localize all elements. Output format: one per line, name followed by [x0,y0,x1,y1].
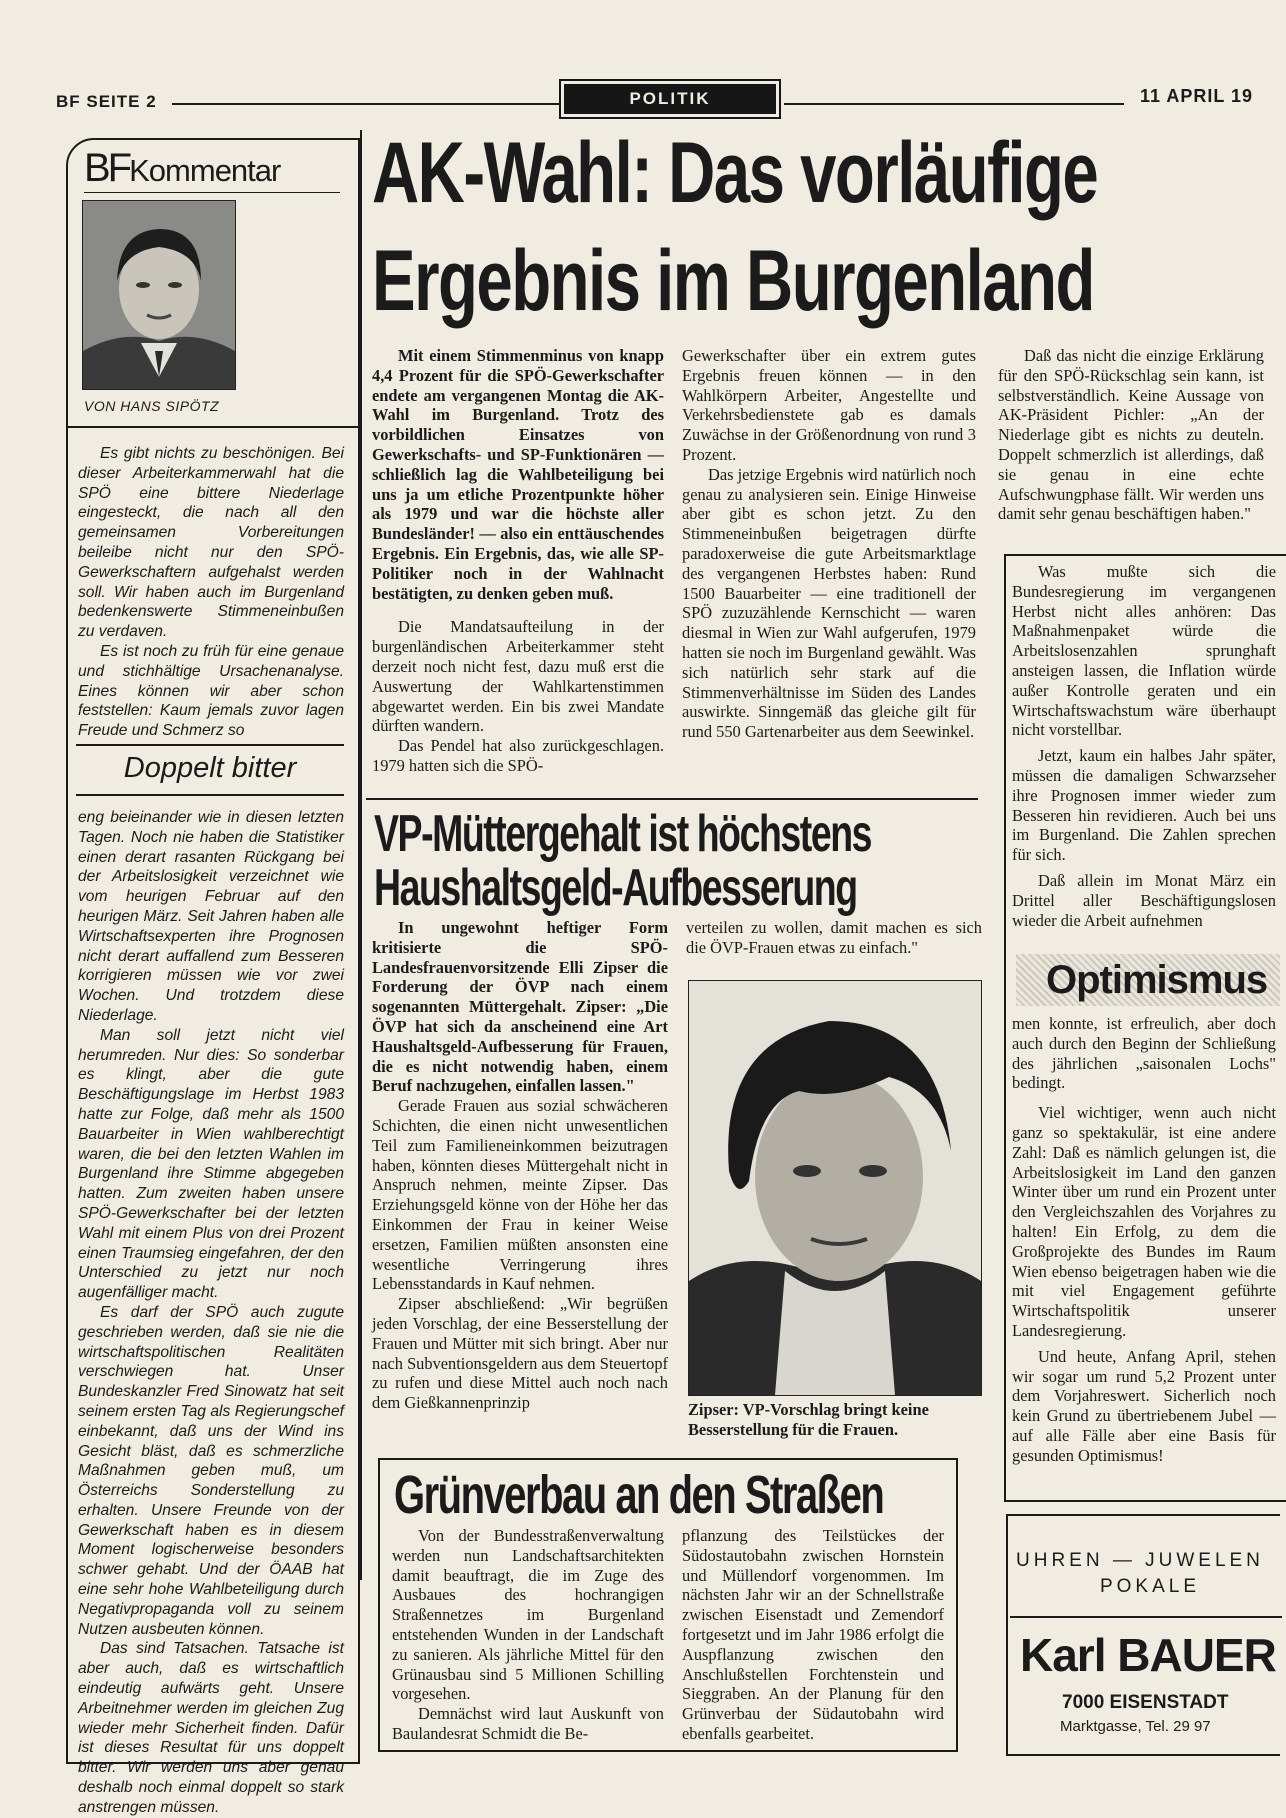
gruen-paragraph: Von der Bundesstraßenverwaltung werden nun Landschaftsarchitekten damit beauftragt, die im Zuge des Ausbaues des hochrangigen Straßennetzes im Burgenland entstehenden Wunden in der Landschaft zu sanieren. Als jährliche Mittel für den Grünausbau sind 5 Millionen Schilling vorgesehen. [392,1526,664,1704]
sidebar-text-top [1012,562,1276,942]
kommentar-paragraph: eng beieinander wie in diesen letzten Tagen. Noch nie haben die Statistiker einen derart rasanten Rückgang bei der Arbeitslosigkeit verzeichnet wie vom heurigen Februar auf den heurigen März. Seit Jahren haben alle Wirtschaftsexperten ihre Prognosen nicht derart auffallend zum Besseren korrigieren müssen wie vor zwei Wochen. Und trotzdem diese Niederlage. [78,809,344,1024]
photo-caption: Zipser: VP-Vorschlag bringt keine Besserstellung für die Frauen. [688,1400,929,1439]
muetter-lead-bold: In ungewohnt heftiger Form kritisierte die SPÖ-Landesfrauenvorsitzende Elli Zipser die Forderung der ÖVP nach einem sogenannten Müttergehalt. Zipser: „Die ÖVP hat sich da anscheinend eine Art Haushaltsgeld-Aufbesserung für Frauen, die es nicht notwendig haben, einem Beruf nachzugehen, einfallen lassen." [372,918,668,1096]
ad-line2: POKALE [1099,1576,1201,1597]
ad-name: Karl BAUER [1020,1629,1276,1681]
main-column-3 [998,346,1264,530]
sidebar-paragraph: Und heute, Anfang April, stehen wir sogar um rund 5,2 Prozent unter dem Vorjahreswert. Sicherlich noch kein Grund zu übertriebenem Jubel — auf alle Fälle aber eine Basis für gesunden Optimismus! [1012,1346,1276,1465]
main-paragraph: Gewerkschafter über ein extrem gutes Ergebnis freuen können — in den Wahlkörpern Arbeiter, Angestellte und Verkehrsbedienstete gab es damals Zuwächse in der Größenordnung von rund 3 Prozent. [682,346,976,464]
ad-city: 7000 EISENSTADT [1062,1692,1229,1713]
author-portrait [83,201,235,389]
sidebar-paragraph: Viel wichtiger, wenn auch nicht ganz so spektakulär, ist eine andere Zahl: Daß es nämlich gelungen ist, die Arbeitslosigkeit im Land den ganzen Winter über um rund ein Prozent unter den Vergleichszahlen des Vorjahres zu halten! Ein Erfolg, zu dem die Großprojekte des Bundes im Raum Wien ebenso beigetragen haben wie die mit viel Engagement geführte Wirtschaftspolitik unserer Landesregierung. [1012,1103,1276,1340]
ad-address: Marktgasse, Tel. 29 97 [1060,1718,1211,1735]
main-paragraph: Die Mandatsaufteilung in der burgenländischen Arbeiterkammer steht derzeit noch nicht fest, dazu muß erst die Auswertung der Wahlkartenstimmen abgewartet werden. Ein bis zwei Mandate dürften wandern. [372,617,664,736]
header-rule-left [172,103,564,105]
page-label: BF SEITE 2 [56,92,157,111]
sidebar-subhead: Optimismus [1016,954,1280,1006]
main-headline-line1: AK-Wahl: Das vorläufige [372,125,1098,221]
main-paragraph: Das jetzige Ergebnis wird natürlich noch genau zu analysieren sein. Einige Hinweise aber gibt es schon jetzt. Zu den Stimmeneinbußen beigetragen dürfte paradoxerweise die gute Arbeitsmarktlage des vergangenen Herbstes haben: Rund 1500 Bauarbeiter — eine traditionell der SPÖ zuzuzählende Kernschicht — waren diesmal in Wien zur Wahl aufgerufen, 1979 hatten sie noch im Burgenland gewählt. Was sich natürlich sehr stark auf die Stimmenverhältnisse im Süden des Landes auswirkte. Sinngemäß das gleiche gilt für rund 550 Gartenarbeiter aus dem Seewinkel. [682,464,976,742]
kommentar-subhead: Doppelt bitter [123,752,297,784]
kommentar-logo-word: Kommentar [129,153,281,188]
muetter-headline-line2: Haushaltsgeld-Aufbesserung [374,859,857,917]
kommentar-byline: VON HANS SIPÖTZ [84,398,220,414]
kommentar-byline-rule [66,426,358,428]
kommentar-logo [84,146,280,191]
gruen-column-1 [392,1526,664,1743]
zipser-photo [688,980,982,1396]
kommentar-paragraph: Es darf der SPÖ auch zugute geschrieben werden, daß sie nie die wirtschaftspolitischen Realitäten verschwiegen hat. Unser Bundeskanzler Fred Sinowatz hat seit seinem ersten Tag als Regierungschef einbekannt, daß uns der Wind ins Gesicht bläst, daß es schmerzliche Maßnahmen geben muß, um Österreichs Sonderstellung zu erhalten. Unsere Freunde von der Gewerkschaft haben es in diesem Moment logischerweise besonders schwer gehabt. Und der ÖAAB hat eine sehr hohe Wahlbeteiligung durch Negativpropaganda voll zu seinem Nutzen ausbeuten können. [78,1303,344,1638]
kommentar-logo-bf: BF [84,146,130,190]
kommentar-paragraph: Man soll jetzt nicht viel herumreden. Nur dies: So sonderbar es klingt, aber die gute Beschäftigungslage im Herbst 1983 hatte zur Folge, daß mehr als 1500 Bauarbeiter in Wien wahlberechtigt waren, die bei den letzten Wahlen im Burgenland ihre Stimme abgegeben hatten. Zum zweiten haben unsere SPÖ-Gewerkschafter bei der letzten Wahl mit einem Plus von drei Prozent einen Traumsieg eingefahren, der den Unterschied zu jetzt nur noch augenfälliger macht. [78,1026,344,1302]
muetter-column-1 [372,918,668,1458]
kommentar-paragraph: Das sind Tatsachen. Tatsache ist aber auch, daß es wirtschaftlich eindeutig aufwärts geht. Unsere Arbeitnehmer werden im gleichen Zug wieder mehr Sicherheit finden. Dafür ist dieses Resultat für uns doppelt bitter. Wir werden uns aber genau deshalb noch einmal doppelt so stark anstrengen müssen. [78,1640,344,1816]
main-column-1 [372,346,664,794]
author-photo [82,200,236,390]
ad-line1: UHREN — JUWELEN [1016,1550,1264,1571]
kommentar-logo-rule [84,192,340,193]
page-date: 11 APRIL 19 [1140,86,1254,106]
main-paragraph: Daß das nicht die einzige Erklärung für den SPÖ-Rückschlag sein kann, ist selbstverständlich. Keine Aussage von AK-Präsident Pichler: „An der Niederlage gibt es nichts zu deuteln. Doppelt schmerzlich ist allerdings, daß sie genau in eine echte Aufschwungphase fällt. Wir werden uns damit sehr genau beschäftigen haben." [998,346,1264,524]
main-paragraph: Das Pendel hat also zurückgeschlagen. 1979 hatten sich die SPÖ- [372,736,664,775]
muetter-headline-line1: VP-Müttergehalt ist höchstens [374,805,872,863]
muetter-paragraph: Zipser abschließend: „Wir begrüßen jeden Vorschlag, der eine Besserstellung der Frauen und Mütter mit sich bringt. Aber nur nach Subventionsgeldern aus dem Steuertopf zu rufen und diese Mittel auch noch nach dem Gießkannenprinzip [372,1294,668,1413]
sidebar-paragraph: Daß allein im Monat März ein Drittel aller Beschäftigungslosen wieder die Arbeit aufnehmen [1012,870,1276,930]
gruen-paragraph: pflanzung des Teilstückes der Südostautobahn zwischen Hornstein und Müllendorf vorgenommen. Im nächsten Jahr wir an der Schnellstraße zwischen Eisenstadt und Zemendorf fortgesetzt und im Jahr 1986 erfolgt die Auspflanzung zwischen den Anschlußstellen Forchtenstein und Sieggraben. An der Planung für den Grünverbau der Südautobahn wird ebenfalls gearbeitet. [682,1526,944,1743]
main-headline-line2: Ergebnis im Burgenland [372,233,1094,329]
kommentar-paragraph: Es gibt nichts zu beschönigen. Bei dieser Arbeiterkammerwahl hat die SPÖ eine bittere Niederlage eingesteckt, die nach all den gemeinsamen Vorbereitungen beileibe nicht nur den SPÖ-Gewerkschaftern aufgehalst werden soll. Wir haben auch im Burgenland bedenkenswerte Stimmeneinbußen zu verdaven. [78,445,344,641]
kommentar-text-top [78,444,344,740]
kommentar-text-bottom [78,808,344,1816]
sidebar-paragraph: men konnte, ist erfreulich, aber doch auch durch den Beginn der Schließung des jährlichen „saisonalen Lochs" bedingt. [1012,1014,1276,1093]
main-left-rule [360,130,362,1580]
kommentar-paragraph: Es ist noch zu früh für eine genaue und stichhältige Ursachenanalyse. Eines können wir aber schon feststellen: Kaum jemals zuvor lagen Freude und Schmerz so [78,642,344,740]
ad-rule [1010,1616,1282,1618]
sidebar-text-bottom [1012,1014,1276,1490]
zipser-portrait [689,981,981,1395]
gruen-headline: Grünverbau an den Straßen [394,1465,884,1525]
main-lead-bold: Mit einem Stimmenminus von knapp 4,4 Prozent für die SPÖ-Gewerkschafter endete am vergangenen Montag die AK-Wahl im Burgenland. Trotz des vorbildlichen Einsatzes von Gewerkschafts- und SP-Funktionären — schließlich lag die Wahlbeteiligung bei uns ja um etliche Prozentpunkte höher als 1979 und war die höchste aller Bundesländer! — also ein enttäuschendes Ergebnis. Ein Ergebnis, das, wie alle SP-Politiker noch in der Wahlnacht bestätigten, zu denken geben muß. [372,346,664,603]
sidebar-paragraph: Jetzt, kaum ein halbes Jahr später, müssen die damaligen Schwarzseher ihre Prognosen immer wieder zum Besseren hin revidieren. Auch bei uns im Burgenland. Die Zahlen sprechen für sich. [1012,746,1276,865]
muetter-paragraph: verteilen zu wollen, damit machen es sich die ÖVP-Frauen etwas zu einfach." [686,918,982,957]
subhead-rule-top [76,744,344,746]
header-rule-right [784,103,1124,105]
muetter-column-2 [686,918,982,978]
muetter-paragraph: Gerade Frauen aus sozial schwächeren Schichten, die einen nicht unwesentlichen Teil zum Familieneinkommen beizutragen haben, könnten dieses Müttergehalt nicht in Anspruch nehmen, meinte Zipser. Das Erziehungsgeld könne von der Höhe her das Einkommen der Frau in keiner Weise ersetzen, Familien müßten ansonsten eine wesentliche Verringerung ihres Lebensstandards in Kauf nehmen. [372,1096,668,1294]
main-bottom-rule [366,798,978,800]
subhead-rule-bottom [76,794,344,796]
main-column-2 [682,346,976,794]
gruen-column-2 [682,1526,944,1743]
section-label: POLITIK [564,84,776,114]
gruen-paragraph: Demnächst wird laut Auskunft von Baulandesrat Schmidt die Be- [392,1704,664,1743]
sidebar-paragraph: Was mußte sich die Bundesregierung im vergangenen Herbst nicht alles anhören: Das Maßnahmenpaket würde die Arbeitslosenzahlen sprunghaft ansteigen lassen, die Inflation würde außer Kontrolle geraten und ein Wirtschaftswachstum wäre überhaupt nicht vorstellbar. [1012,562,1276,740]
